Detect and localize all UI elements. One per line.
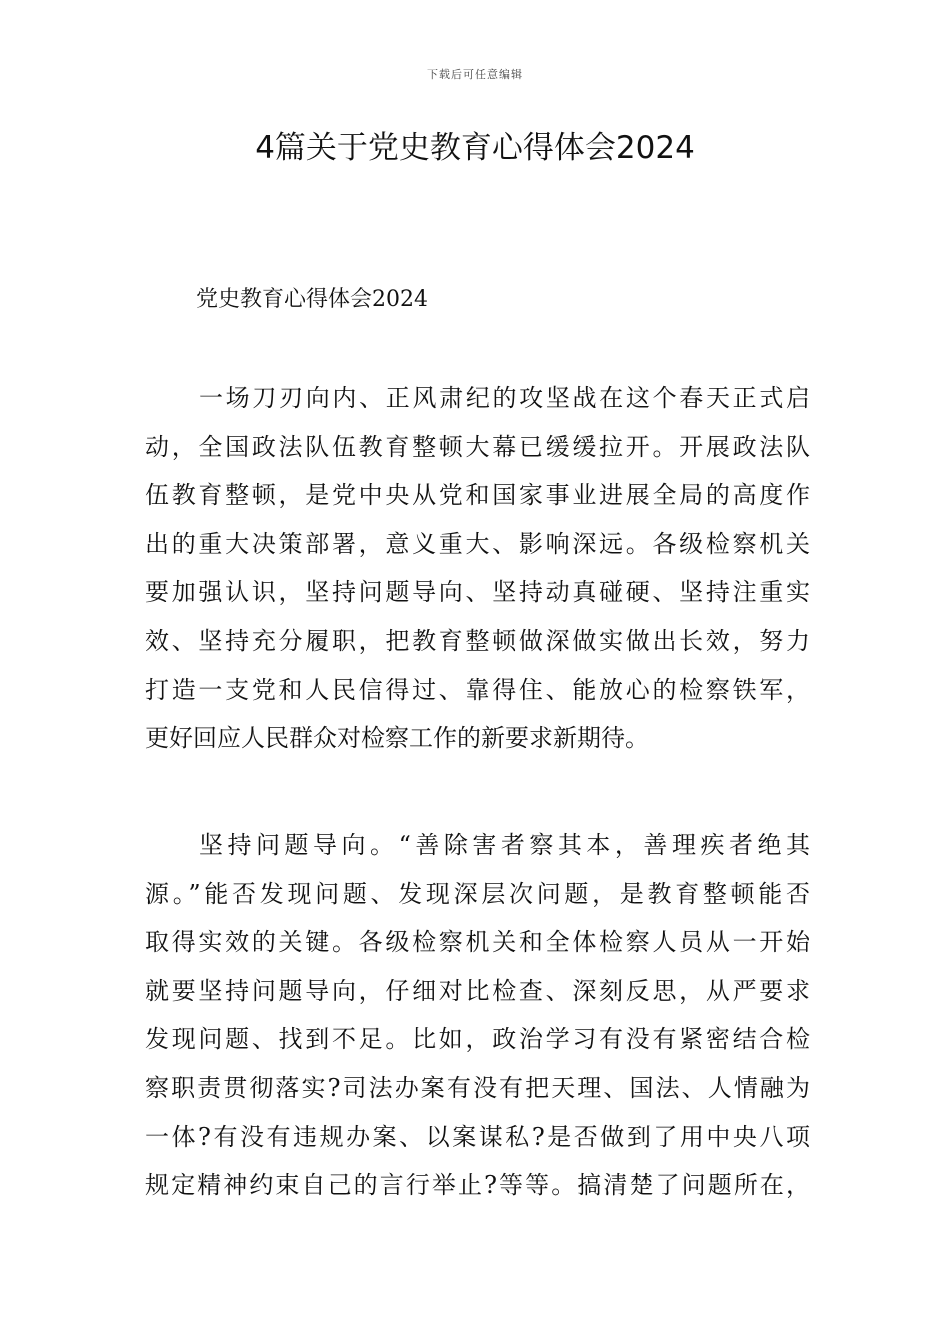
paragraph-line: 动，全国政法队伍教育整顿大幕已缓缓拉开。开展政法队 [145,432,810,461]
paragraph-line: 察职责贯彻落实?司法办案有没有把天理、国法、人情融为 [145,1073,810,1102]
paragraph-line: 伍教育整顿，是党中央从党和国家事业进展全局的高度作 [145,481,810,510]
header-note: 下载后可任意编辑 [427,68,523,81]
paragraph-line: 出的重大决策部署，意义重大、影响深远。各级检察机关 [145,529,810,558]
paragraph-line: 发现问题、找到不足。比如，政治学习有没有紧密结合检 [145,1025,810,1054]
paragraph-line: 就要坚持问题导向，仔细对比检查、深刻反思，从严要求 [145,976,810,1005]
body-paragraph [145,374,810,763]
paragraph-line: 一体?有没有违规办案、以案谋私?是否做到了用中央八项 [145,1122,810,1151]
paragraph-line: 一场刀刃向内、正风肃纪的攻坚战在这个春天正式启 [199,384,810,412]
paragraph-line: 取得实效的关键。各级检察机关和全体检察人员从一开始 [145,928,810,957]
section-subheading: 党史教育心得体会2024 [196,287,428,312]
paragraph-line: 更好回应人民群众对检察工作的新要求新期待。 [145,724,649,753]
paragraph-line: 源。”能否发现问题、发现深层次问题，是教育整顿能否 [145,879,810,908]
paragraph-line: 要加强认识，坚持问题导向、坚持动真碰硬、坚持注重实 [145,578,810,607]
document-title: 4篇关于党史教育心得体会2024 [255,130,695,166]
paragraph-line: 规定精神约束自己的言行举止?等等。搞清楚了问题所在， [145,1171,810,1200]
paragraph-line: 效、坚持充分履职，把教育整顿做深做实做出长效，努力 [145,626,810,655]
paragraph-line: 坚持问题导向。“善除害者察其本，善理疾者绝其 [199,831,810,859]
paragraph-line: 打造一支党和人民信得过、靠得住、能放心的检察铁军， [145,675,810,704]
body-paragraph [145,821,810,1210]
